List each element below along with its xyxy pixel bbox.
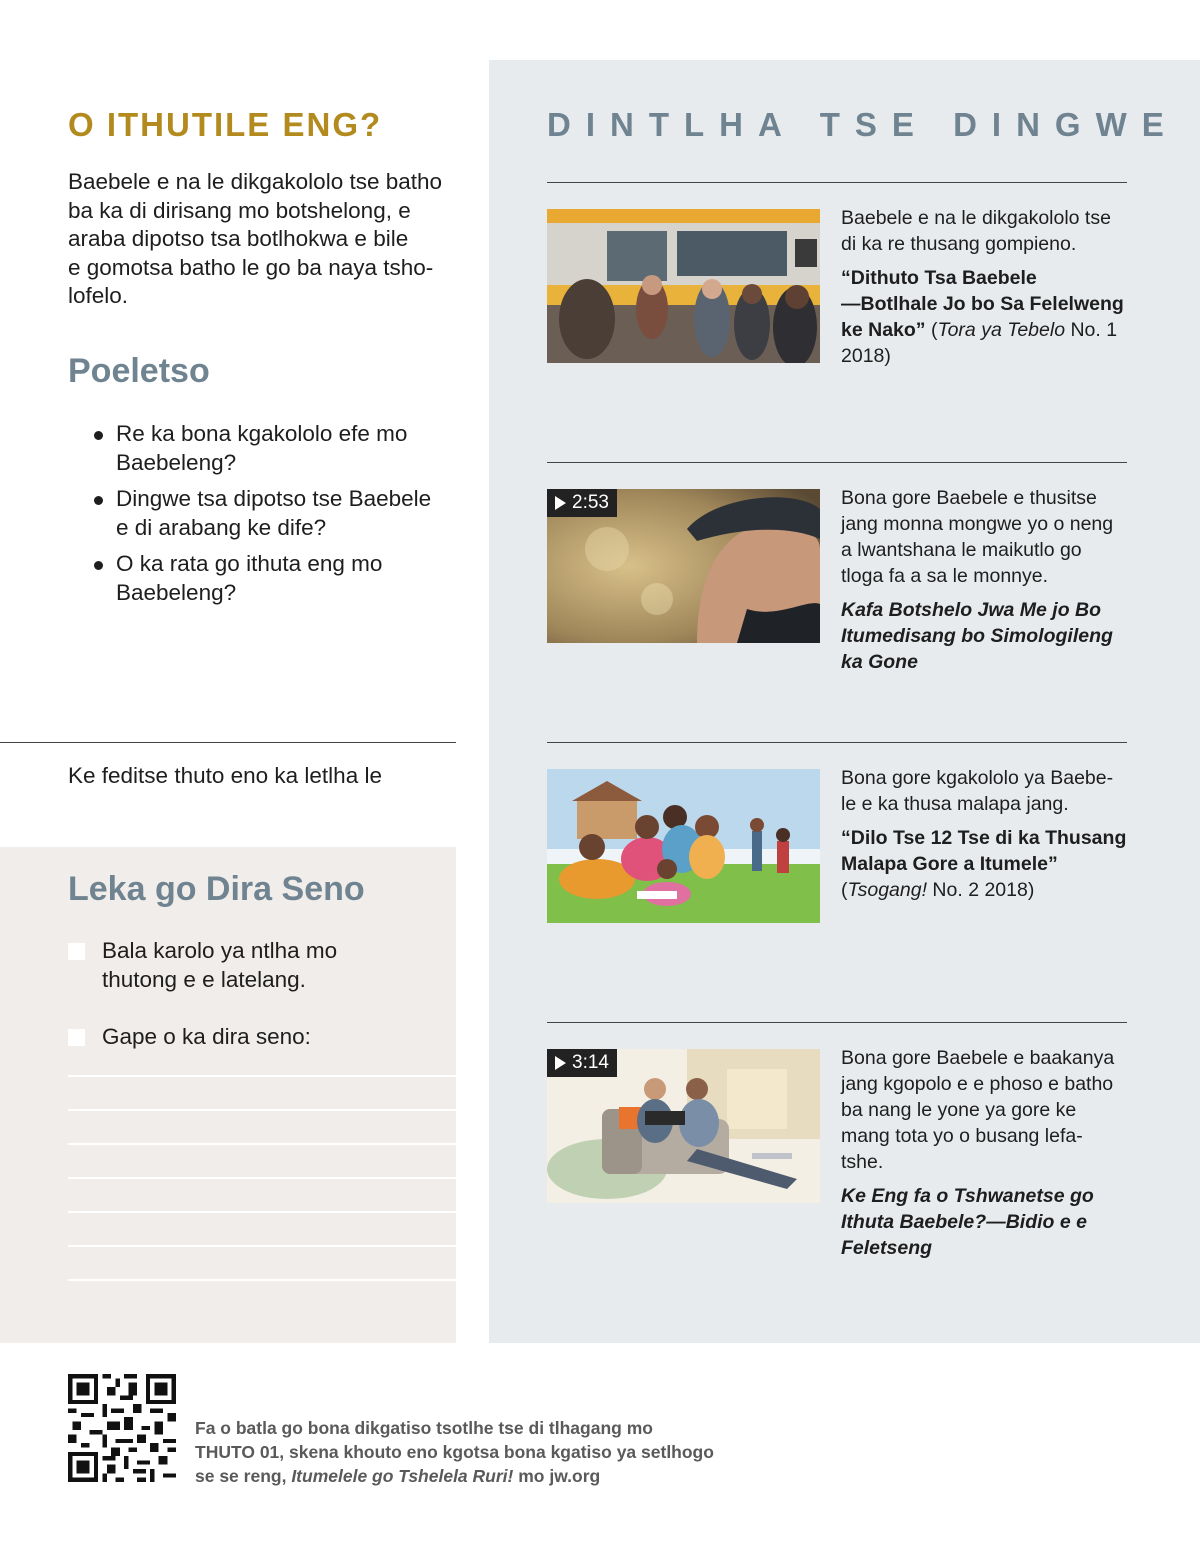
resource-divider — [547, 182, 1127, 183]
review-question: Re ka bona kgakololo efe mo Baebeleng? — [93, 420, 453, 477]
section-divider — [0, 742, 456, 743]
resource-citation — [841, 877, 1131, 903]
play-icon — [555, 1056, 566, 1070]
couple-reading-video[interactable] — [547, 1049, 820, 1203]
publication-name: Tsogang! — [847, 879, 928, 901]
resource-text — [841, 765, 1131, 903]
writing-line[interactable] — [68, 1075, 456, 1077]
task-checkbox[interactable] — [68, 943, 85, 960]
footer-text-main: Fa o batla go bona dikgatiso tsotlhe tse di tlhagang mo THUTO 01, skena khouto eno kgotsa bona kgatiso ya setlhogo se se reng, — [195, 1418, 714, 1486]
review-question: O ka rata go ithuta eng mo Baebeleng? — [93, 550, 453, 607]
publication-issue: No. 1 2018) — [841, 319, 1118, 367]
play-icon — [555, 496, 566, 510]
video-duration: 2:53 — [572, 492, 609, 513]
writing-line[interactable] — [68, 1245, 456, 1247]
publication-name: Tora ya Tebelo — [937, 319, 1066, 341]
citation-open: ( — [925, 319, 938, 341]
video-duration-badge — [547, 489, 617, 517]
resource-divider — [547, 462, 1127, 463]
task-box — [0, 847, 456, 1343]
man-portrait-video[interactable] — [547, 489, 820, 643]
writing-line[interactable] — [68, 1279, 456, 1281]
resource-text — [841, 205, 1131, 369]
review-question: Dingwe tsa dipotso tse Baebele e di arabang ke dife? — [93, 485, 453, 542]
writing-line[interactable] — [68, 1143, 456, 1145]
resource-title[interactable]: Ke Eng fa o Tshwanetse go Ithuta Baebele?—Bidio e e Feletseng — [841, 1185, 1094, 1259]
resource-description: Bona gore Baebele e baakanya jang kgopolo e e phoso e batho ba nang le yone ya gore ke mang tota yo o busang lefa- tshe. — [841, 1047, 1115, 1173]
review-questions-list — [93, 420, 453, 615]
more-info-heading: DINTLHA TSE DINGWE — [547, 106, 1179, 143]
completed-date-label: Ke feditse thuto eno ka letlha le — [68, 763, 382, 788]
summary-text: Baebele e na le dikgakololo tse batho ba ka di dirisang mo botshelong, e araba dipotso tsa botlhokwa e bile e gomotsa batho le go ba naya tsho- lofelo. — [68, 169, 443, 308]
resource-description: Baebele e na le dikgakololo tse di ka re thusang gompieno. — [841, 207, 1111, 255]
task-label: Gape o ka dira seno: — [102, 1024, 311, 1049]
writing-line[interactable] — [68, 1211, 456, 1213]
footer-text-end: mo jw.org — [513, 1466, 601, 1486]
publication-issue: No. 2 2018) — [927, 879, 1035, 901]
review-heading: Poeletso — [68, 352, 210, 390]
task-heading: Leka go Dira Seno — [68, 870, 365, 908]
task-item[interactable] — [68, 1023, 311, 1052]
resource-text — [841, 485, 1131, 675]
task-item[interactable] — [68, 937, 337, 994]
writing-line[interactable] — [68, 1177, 456, 1179]
footer-text — [195, 1416, 715, 1488]
qr-code-icon[interactable] — [67, 1374, 177, 1482]
video-duration: 3:14 — [572, 1052, 609, 1073]
summary-heading: O ITHUTILE ENG? — [68, 106, 383, 143]
footer-publication-title[interactable]: Itumelele go Tshelela Ruri! — [291, 1466, 514, 1486]
citation-open: ( — [841, 879, 848, 901]
resource-title[interactable]: “Dithuto Tsa Baebele —Botlhale Jo bo Sa Felelweng ke Nako” — [841, 267, 1124, 341]
resource-description: Bona gore Baebele e thusitse jang monna mongwe yo o neng a lwantshana le maikutlo go tloga fa a sa le monnye. — [841, 487, 1114, 587]
family-picnic-photo[interactable] — [547, 769, 820, 923]
task-checkbox[interactable] — [68, 1029, 85, 1046]
resource-divider — [547, 1022, 1127, 1023]
writing-line[interactable] — [68, 1109, 456, 1111]
resource-description: Bona gore kgakololo ya Baebe- le e ka thusa malapa jang. — [841, 767, 1114, 815]
train-station-photo[interactable] — [547, 209, 820, 363]
resource-title[interactable]: “Dilo Tse 12 Tse di ka Thusang Malapa Gore a Itumele” — [841, 827, 1127, 875]
resource-text — [841, 1045, 1131, 1261]
video-duration-badge — [547, 1049, 617, 1077]
resource-title[interactable]: Kafa Botshelo Jwa Me jo Bo Itumedisang bo Simologileng ka Gone — [841, 599, 1113, 673]
task-label: Bala karolo ya ntlha mo thutong e e latelang. — [102, 938, 338, 992]
resource-citation[interactable] — [841, 265, 1131, 369]
resource-divider — [547, 742, 1127, 743]
